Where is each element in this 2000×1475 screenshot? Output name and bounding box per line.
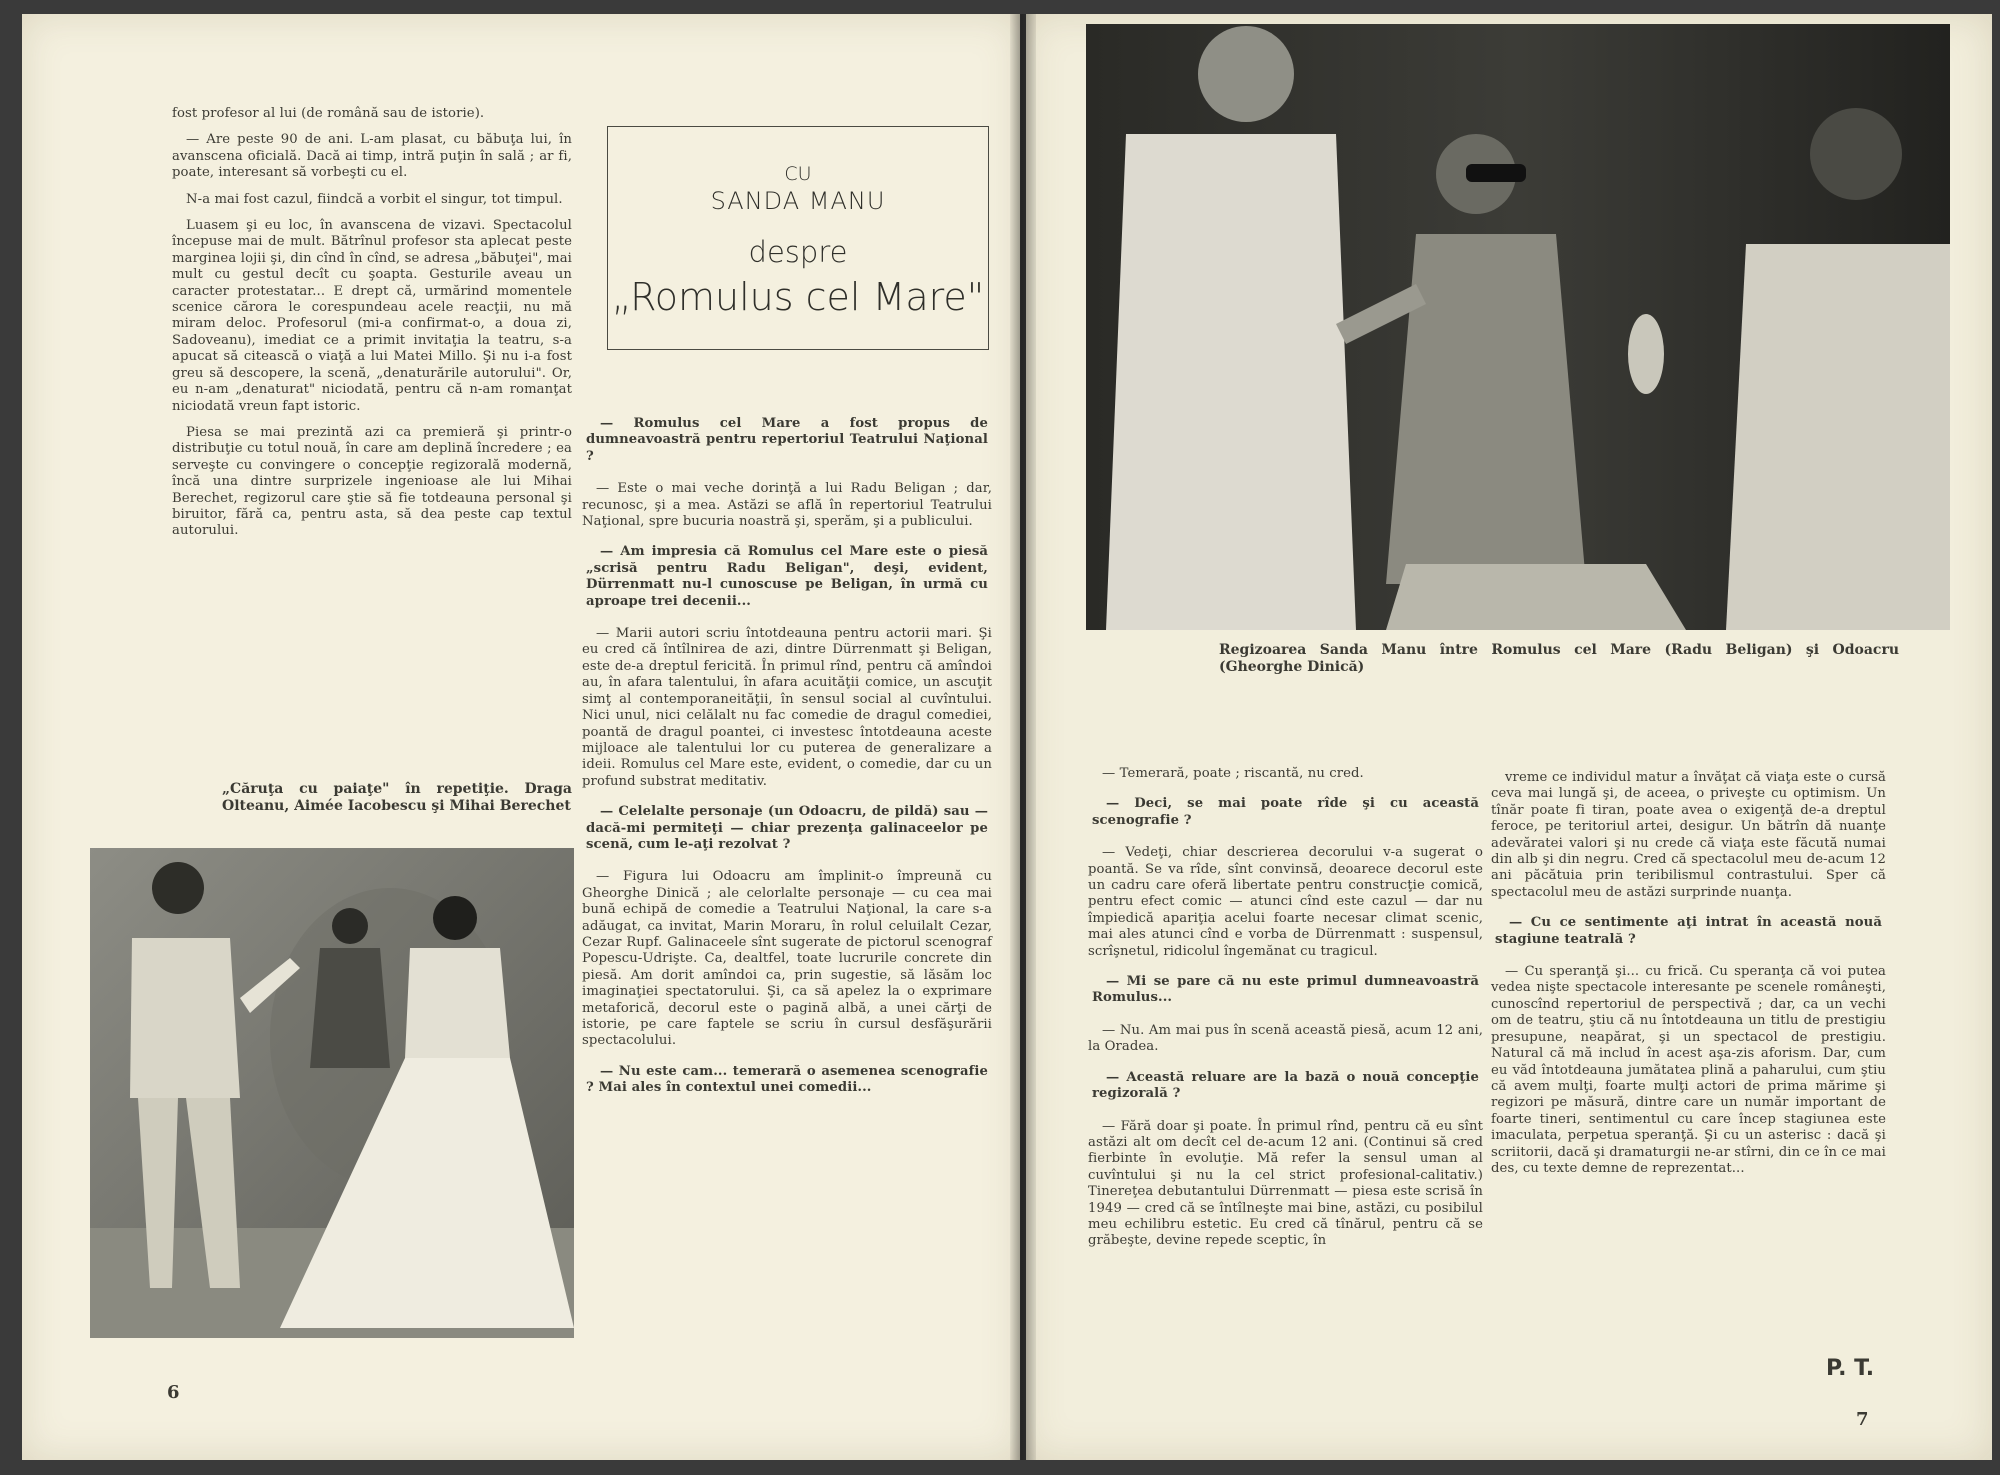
left-text-column-2 (582, 402, 992, 1113)
interview-answer: — Cu speranţă şi... cu frică. Cu speranţa că voi putea vedea nişte spectacole interesante pe scenele româneşti, cunoscînd repertoriul de perspectivă ; dar, ca un vechi om de teatru, ştiu că nu întotdeauna un titlu de prestigiu presupune, neapărat, şi un spectacol de prestigiu. Natural că mă includ în acest aşa-zis aforism. Dar, cum eu văd întotdeauna jumătatea plină a paharului, cum ştiu că avem mulţi, foarte mulţi actori de prima mărime şi regizori pe măsură, dintre care un număr important de foarte tineri, sentimentul cu care încep stagiunea este imaculata, perpetua speranţă. Şi cu un asterisc : dacă şi scriitorii, dacă şi dramaturgii ne-ar stîrni, din ce în ce mai des, cu texte demne de reprezentat... (1491, 964, 1886, 1176)
director-actors-photo-image (1086, 24, 1950, 630)
title-cu: CU (784, 163, 812, 185)
author-signature: P. T. (1826, 1356, 1875, 1381)
interview-answer: — Nu. Am mai pus în scenă această piesă, acum 12 ani, la Oradea. (1088, 1022, 1483, 1055)
interview-question: — Deci, se mai poate rîde şi cu această scenografie ? (1092, 796, 1479, 828)
page-gutter (1010, 14, 1036, 1460)
interview-answer: vreme ce individul matur a învăţat că viaţa este o cursă ceva mai lungă şi, de aceea, o priveşte cu optimism. Un tînăr poate fi tiran, poate avea o exigenţă de-a dreptul feroce, pe teritoriul artei, desigur. Un bătrîn dă nuanţe adevăratei valori şi nu crede că viaţa este făcută numai din alb şi din negru. Cred că spectacolul meu de-acum 12 ani păcătuia prin teribilismul contrastului. Sper că spectacolul meu de astăzi surprinde nuanţa. (1491, 770, 1886, 900)
right-photo-caption: Regizoarea Sanda Manu între Romulus cel Mare (Radu Beligan) şi Odoacru (Gheorghe Dinică) (1219, 642, 1899, 675)
interview-answer: — Temerară, poate ; riscantă, nu cred. (1102, 766, 1364, 781)
title-interviewee-name: SANDA MANU (710, 187, 886, 215)
rehearsal-photo-image (90, 848, 574, 1338)
article-title: „Romulus cel Mare" (611, 275, 985, 319)
left-text-column-1 (172, 106, 572, 550)
interview-answer: — Marii autori scriu întotdeauna pentru actorii mari. Şi eu cred că întîlnirea de azi, dintre Dürrenmatt şi Beligan, este de-a dreptul fericită. În primul rînd, pentru că amîndoi au, în afara talentului, în afara acuităţii comice, un ascuţit simţ al contemporaneităţii, în sensul social al cuvîntului. Nici unul, nici celălalt nu fac comedie de dragul comediei, poantă de dragul poantei, ci investesc întotdeauna aceste mijloace ale talentului lor cu puterea de generalizare a ideii. Romulus cel Mare este, evident, o comedie, dar cu un profund substrat meditativ. (582, 626, 992, 789)
page-number-right: 7 (1856, 1409, 1869, 1430)
rehearsal-photo (90, 848, 574, 1338)
interview-answer: — Vedeţi, chiar descrierea decorului v-a sugerat o poantă. Se va rîde, sînt convinsă, deoarece decorul este un cadru care oferă libertate pentru construcţie comică, pentru efect comic — atunci cînd este cazul — dar nu împiedică apariţia acelui foarte necesar climat scenic, mai ales atunci cînd e vorba de Dürrenmatt : suspensul, scrîşnetul, ridicolul îngemănat cu tragicul. (1088, 845, 1483, 959)
paragraph: Piesa se mai prezintă azi ca premieră şi printr-o distribuţie cu totul nouă, în care am deplină încredere ; ea serveşte cu convingere o concepţie regizorală modernă, încă una dintre surprizele ingenioase ale lui Mihai Berechet, regizorul care ştie să fie totdeauna personal şi biruitor, fără ca, pentru asta, să dea peste cap textul autorului. (172, 424, 572, 539)
paragraph: fost profesor al lui (de română sau de istorie). (172, 106, 485, 121)
title-despre: despre (748, 235, 848, 269)
page-number-left: 6 (167, 1382, 180, 1403)
interview-question: — Cu ce sentimente aţi intrat în această nouă stagiune teatrală ? (1495, 915, 1882, 947)
right-page (1026, 14, 1992, 1460)
left-page (22, 14, 1020, 1460)
article-title-box (607, 126, 989, 350)
paragraph: Luasem şi eu loc, în avanscena de vizavi. Spectacolul începuse mai de mult. Bătrînul profesor sta aplecat peste marginea lojii şi, din cînd în cînd, se adresa „băbuţei", mai mult cu gestul decît cu şoapta. Gesturile aveau un caracter protestatar... E drept că, urmărind momentele scenice cărora le corespundeau acele reacţii, nu mă miram deloc. Profesorul (mi-a confirmat-o, a doua zi, Sadoveanu), imediat ce a primit invitaţia la teatru, s-a apucat să citească o viaţă a lui Matei Millo. Şi nu i-a fost greu să descopere, la scenă, „denaturările autorului". Or, eu n-am „denaturat" niciodată, pentru că n-am romanţat niciodată vreun fapt istoric. (172, 218, 572, 414)
director-actors-photo (1086, 24, 1950, 630)
right-text-column-1 (1088, 766, 1483, 1260)
interview-question: — Romulus cel Mare a fost propus de dumneavoastră pentru repertoriul Teatrului Naţional ? (586, 416, 988, 464)
paragraph: N-a mai fost cazul, fiindcă a vorbit el singur, tot timpul. (186, 191, 563, 207)
interview-question: — Am impresia că Romulus cel Mare este o piesă „scrisă pentru Radu Beligan", deşi, evident, Dürrenmatt nu-l cunoscuse pe Beligan, în urmă cu aproape trei decenii... (586, 544, 988, 609)
left-photo-caption: „Căruţa cu paiaţe" în repetiţie. Draga Olteanu, Aimée Iacobescu şi Mihai Berechet (222, 781, 572, 814)
interview-question: — Nu este cam... temerară o asemenea scenografie ? Mai ales în contextul unei comedii... (586, 1063, 988, 1096)
paragraph: — Are peste 90 de ani. L-am plasat, cu băbuţa lui, în avanscena oficială. Dacă ai timp, intră puţin în sală ; ar fi, poate, interesant să vorbeşti cu el. (172, 132, 572, 181)
interview-answer: — Figura lui Odoacru am împlinit-o împreună cu Gheorghe Dinică ; ale celorlalte personaje — cu cea mai bună echipă de comedie a Teatrului Naţional, la care s-a adăugat, ca invitat, Marin Moraru, în rolul celuilalt Cezar, Cezar Rupf. Galinaceele sînt sugerate de pictorul scenograf Popescu-Udrişte. Ca, dealtfel, toate lucrurile concrete din piesă. Am dorit amîndoi ca, prin sugestie, să lăsăm loc imaginaţiei spectatorului. Şi, ca să apelez la o exprimare metaforică, decorul este o pagină albă, a unei cărţi de istorie, pe care faptele se scriu în cursul desfăşurării spectacolului. (582, 869, 992, 1049)
interview-question: — Această reluare are la bază o nouă concepţie regizorală ? (1092, 1069, 1479, 1102)
interview-answer: — Fără doar şi poate. În primul rînd, pentru că eu sînt astăzi alt om decît cel de-acum 12 ani. (Continui să cred fierbinte în evoluţie. Mă refer la sensul uman al cuvîntului şi nu la cel strict profesional-calitativ.) Tinereţea debutantului Dürrenmatt — piesa este scrisă în 1949 — cred că se întîlneşte mai bine, astăzi, cu posibilul meu echilibru estetic. Eu cred că tînărul, pentru că se grăbeşte, devine repede sceptic, în (1088, 1118, 1483, 1249)
interview-answer: — Este o mai veche dorinţă a lui Radu Beligan ; dar, recunosc, şi a mea. Astăzi se află în repertoriul Teatrului Naţional, spre bucuria noastră şi, sperăm, şi a publicului. (582, 481, 992, 530)
interview-question: — Mi se pare că nu este primul dumneavoastră Romulus... (1092, 974, 1479, 1006)
interview-question: — Celelalte personaje (un Odoacru, de pildă) sau — dacă-mi permiteţi — chiar prezenţa galinaceelor pe scenă, cum le-aţi rezolvat ? (586, 804, 988, 852)
right-text-column-2 (1491, 770, 1886, 1187)
